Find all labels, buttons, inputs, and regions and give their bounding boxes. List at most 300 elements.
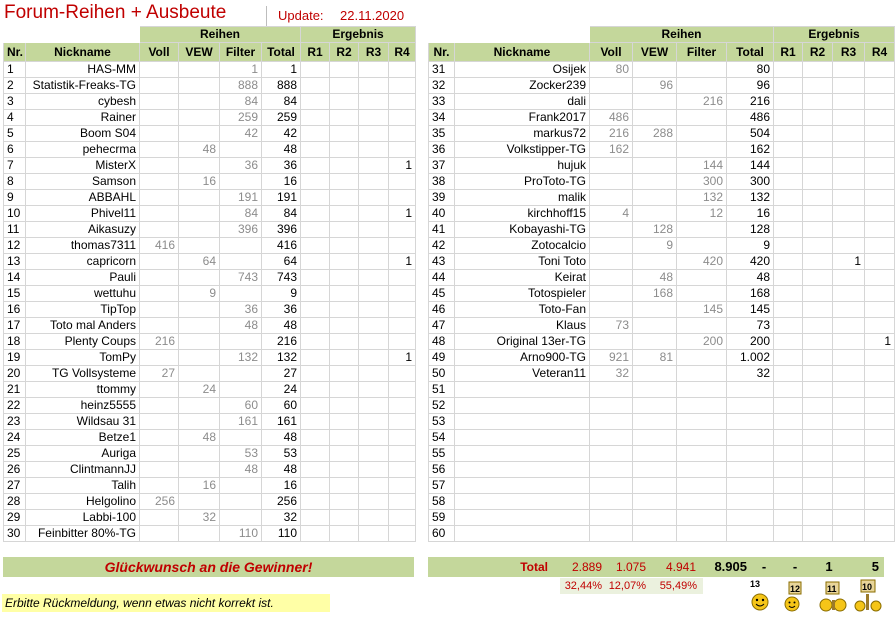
cell-r4	[389, 462, 416, 478]
table-row	[4, 478, 416, 494]
cell-total: 1.002	[727, 350, 774, 366]
smiley-10-icon	[855, 580, 881, 611]
cell-r3	[833, 62, 865, 78]
cell-r4	[865, 270, 895, 286]
cell-r3	[359, 78, 389, 94]
cell-r4	[389, 190, 416, 206]
cell-nickname	[455, 398, 590, 414]
cell-r4	[865, 78, 895, 94]
cell-r1	[774, 494, 803, 510]
cell-nr: 33	[429, 94, 455, 110]
cell-r4: 1	[389, 350, 416, 366]
cell-vew	[179, 350, 220, 366]
cell-r1	[774, 270, 803, 286]
cell-filter: 110	[220, 526, 262, 542]
cell-r2	[330, 190, 359, 206]
cell-voll: 73	[590, 318, 633, 334]
cell-nickname	[455, 526, 590, 542]
cell-r1	[774, 526, 803, 542]
cell-voll	[140, 62, 179, 78]
cell-r2	[803, 334, 833, 350]
cell-voll: 80	[590, 62, 633, 78]
column-header-nickname: Nickname	[455, 43, 590, 62]
cell-nr: 34	[429, 110, 455, 126]
cell-filter	[677, 110, 727, 126]
cell-r4	[389, 414, 416, 430]
table-row	[429, 382, 895, 398]
cell-total: 48	[262, 142, 301, 158]
cell-total: 216	[727, 94, 774, 110]
cell-voll: 4	[590, 206, 633, 222]
cell-total: 53	[262, 446, 301, 462]
cell-filter	[220, 366, 262, 382]
cell-r2	[803, 526, 833, 542]
table-row	[4, 334, 416, 350]
cell-nickname: Boom S04	[26, 126, 140, 142]
cell-r3	[833, 430, 865, 446]
cell-total	[727, 510, 774, 526]
cell-voll	[140, 254, 179, 270]
cell-r2	[330, 414, 359, 430]
cell-nickname: malik	[455, 190, 590, 206]
cell-nr: 20	[4, 366, 26, 382]
cell-nr: 25	[4, 446, 26, 462]
cell-nickname: capricorn	[26, 254, 140, 270]
cell-total	[727, 494, 774, 510]
cell-vew	[179, 398, 220, 414]
cell-r1	[774, 398, 803, 414]
column-header-nickname: Nickname	[26, 43, 140, 62]
cell-r2	[330, 142, 359, 158]
cell-nickname: kirchhoff15	[455, 206, 590, 222]
cell-r3	[833, 414, 865, 430]
cell-r1	[301, 110, 330, 126]
table-row	[4, 398, 416, 414]
cell-r1	[301, 366, 330, 382]
cell-filter	[677, 478, 727, 494]
cell-nr: 1	[4, 62, 26, 78]
cell-nr: 27	[4, 478, 26, 494]
header-spacer	[429, 27, 455, 43]
cell-vew	[633, 254, 677, 270]
cell-vew	[633, 142, 677, 158]
percentage-bar	[560, 578, 703, 594]
cell-r4	[865, 142, 895, 158]
cell-nickname: Kobayashi-TG	[455, 222, 590, 238]
cell-filter: 1	[220, 62, 262, 78]
cell-r3	[833, 382, 865, 398]
column-header-vew: VEW	[633, 43, 677, 62]
column-header-total: Total	[262, 43, 301, 62]
cell-r3	[833, 270, 865, 286]
cell-total: 486	[727, 110, 774, 126]
cell-r3	[359, 270, 389, 286]
cell-r2	[330, 430, 359, 446]
cell-filter	[677, 462, 727, 478]
cell-total	[727, 382, 774, 398]
cell-r4	[865, 126, 895, 142]
table-row	[429, 494, 895, 510]
cell-filter	[677, 430, 727, 446]
cell-voll	[140, 478, 179, 494]
cell-r2	[803, 430, 833, 446]
cell-r2	[803, 254, 833, 270]
cell-r1	[774, 190, 803, 206]
table-row	[429, 478, 895, 494]
cell-nr: 13	[4, 254, 26, 270]
table-row	[429, 94, 895, 110]
table-row	[4, 270, 416, 286]
svg-text:13: 13	[750, 579, 761, 589]
cell-r1	[301, 62, 330, 78]
cell-nr: 40	[429, 206, 455, 222]
table-row	[429, 446, 895, 462]
cell-r4	[389, 286, 416, 302]
table-row	[429, 206, 895, 222]
cell-vew	[179, 238, 220, 254]
cell-r4	[389, 510, 416, 526]
cell-total: 200	[727, 334, 774, 350]
cell-nr: 16	[4, 302, 26, 318]
cell-r2	[330, 222, 359, 238]
cell-r4	[865, 62, 895, 78]
cell-total: 36	[262, 158, 301, 174]
cell-r1	[774, 462, 803, 478]
update-date: 22.11.2020	[340, 8, 405, 23]
cell-filter: 300	[677, 174, 727, 190]
cell-voll: 27	[140, 366, 179, 382]
cell-r4	[865, 238, 895, 254]
cell-total: 144	[727, 158, 774, 174]
cell-filter	[677, 510, 727, 526]
cell-vew	[179, 94, 220, 110]
cell-nr: 37	[429, 158, 455, 174]
cell-vew: 288	[633, 126, 677, 142]
cell-r3	[359, 414, 389, 430]
table-row	[4, 78, 416, 94]
table-row	[429, 318, 895, 334]
cell-total: 191	[262, 190, 301, 206]
cell-r4	[865, 446, 895, 462]
cell-nr: 17	[4, 318, 26, 334]
cell-r3	[359, 174, 389, 190]
cell-r4	[865, 302, 895, 318]
cell-filter: 200	[677, 334, 727, 350]
cell-total	[727, 446, 774, 462]
cell-voll	[590, 446, 633, 462]
cell-r2	[330, 382, 359, 398]
cell-r4	[865, 206, 895, 222]
cell-r1	[301, 478, 330, 494]
cell-r3	[359, 62, 389, 78]
column-header-nr: Nr.	[4, 43, 26, 62]
svg-text:10: 10	[862, 582, 873, 592]
page-title: Forum-Reihen + Ausbeute	[4, 2, 227, 23]
cell-nickname: Toto-Fan	[455, 302, 590, 318]
svg-text:12: 12	[790, 584, 801, 594]
table-row	[429, 414, 895, 430]
table-row	[4, 94, 416, 110]
cell-nr: 56	[429, 462, 455, 478]
cell-r1	[301, 78, 330, 94]
cell-r4	[389, 238, 416, 254]
cell-nickname: wettuhu	[26, 286, 140, 302]
total-voll: 2.889	[571, 560, 602, 574]
cell-nickname: Original 13er-TG	[455, 334, 590, 350]
cell-voll	[140, 382, 179, 398]
cell-nickname	[455, 462, 590, 478]
cell-voll	[590, 78, 633, 94]
cell-nickname: Volkstipper-TG	[455, 142, 590, 158]
cell-nr: 26	[4, 462, 26, 478]
cell-total: 80	[727, 62, 774, 78]
cell-r1	[301, 414, 330, 430]
cell-r4: 1	[389, 206, 416, 222]
cell-r4	[389, 430, 416, 446]
cell-vew	[179, 190, 220, 206]
cell-r1	[301, 318, 330, 334]
smiley-12-icon	[785, 582, 801, 611]
cell-voll	[590, 286, 633, 302]
cell-total: 32	[727, 366, 774, 382]
cell-nickname: TomPy	[26, 350, 140, 366]
cell-voll	[140, 430, 179, 446]
cell-r3	[833, 494, 865, 510]
cell-r2	[803, 446, 833, 462]
cell-filter: 743	[220, 270, 262, 286]
cell-voll: 256	[140, 494, 179, 510]
cell-r4	[865, 254, 895, 270]
cell-filter: 259	[220, 110, 262, 126]
cell-vew	[179, 222, 220, 238]
cell-r1	[301, 270, 330, 286]
cell-r2	[803, 414, 833, 430]
cell-r2	[330, 510, 359, 526]
cell-filter	[677, 222, 727, 238]
cell-nr: 35	[429, 126, 455, 142]
cell-r1	[301, 510, 330, 526]
cell-nickname: dali	[455, 94, 590, 110]
cell-r1	[301, 526, 330, 542]
cell-nickname: Wildsau 31	[26, 414, 140, 430]
cell-r2	[803, 478, 833, 494]
table-row	[429, 366, 895, 382]
cell-r4	[389, 222, 416, 238]
cell-r3	[833, 158, 865, 174]
cell-r4	[865, 462, 895, 478]
cell-r2	[803, 366, 833, 382]
total-vew: 1.075	[615, 560, 646, 574]
cell-vew	[179, 158, 220, 174]
cell-nr: 6	[4, 142, 26, 158]
cell-voll	[140, 222, 179, 238]
cell-r3	[833, 142, 865, 158]
cell-voll	[590, 190, 633, 206]
cell-nickname: Arno900-TG	[455, 350, 590, 366]
cell-nr: 7	[4, 158, 26, 174]
cell-nickname: Phivel11	[26, 206, 140, 222]
cell-vew	[633, 382, 677, 398]
cell-nr: 29	[4, 510, 26, 526]
cell-r3	[359, 398, 389, 414]
cell-total: 396	[262, 222, 301, 238]
cell-vew	[179, 62, 220, 78]
cell-r2	[330, 462, 359, 478]
cell-filter	[220, 382, 262, 398]
cell-r3	[359, 510, 389, 526]
cell-r2	[330, 94, 359, 110]
cell-nr: 15	[4, 286, 26, 302]
cell-filter: 132	[677, 190, 727, 206]
title-divider	[266, 6, 267, 26]
cell-nickname: markus72	[455, 126, 590, 142]
table-row	[4, 286, 416, 302]
cell-r3	[359, 382, 389, 398]
column-header-r3: R3	[359, 43, 389, 62]
cell-voll	[140, 270, 179, 286]
cell-filter: 145	[677, 302, 727, 318]
cell-r2	[803, 126, 833, 142]
cell-voll	[140, 302, 179, 318]
cell-r1	[774, 446, 803, 462]
cell-r3	[359, 222, 389, 238]
cell-r2	[330, 350, 359, 366]
cell-nr: 59	[429, 510, 455, 526]
cell-nickname	[455, 382, 590, 398]
cell-vew	[179, 414, 220, 430]
cell-r3	[359, 430, 389, 446]
cell-nickname: Auriga	[26, 446, 140, 462]
cell-nickname: ttommy	[26, 382, 140, 398]
cell-nickname	[455, 446, 590, 462]
header-spacer	[26, 27, 140, 43]
cell-filter	[677, 270, 727, 286]
cell-filter	[677, 286, 727, 302]
cell-filter: 144	[677, 158, 727, 174]
cell-filter: 420	[677, 254, 727, 270]
cell-vew	[179, 526, 220, 542]
cell-total: 16	[262, 478, 301, 494]
cell-r4	[865, 350, 895, 366]
cell-r3	[359, 526, 389, 542]
cell-filter	[220, 478, 262, 494]
cell-nickname	[455, 414, 590, 430]
cell-r2	[803, 382, 833, 398]
column-header-r4: R4	[389, 43, 416, 62]
cell-voll	[590, 414, 633, 430]
cell-r2	[330, 334, 359, 350]
cell-filter	[220, 238, 262, 254]
cell-r4	[865, 382, 895, 398]
cell-r3	[833, 318, 865, 334]
cell-vew	[633, 414, 677, 430]
cell-nickname: cybesh	[26, 94, 140, 110]
pct-filter: 55,49%	[659, 580, 697, 592]
cell-filter: 60	[220, 398, 262, 414]
cell-filter	[220, 334, 262, 350]
cell-r2	[803, 190, 833, 206]
cell-total	[727, 414, 774, 430]
cell-nickname: Helgolino	[26, 494, 140, 510]
cell-voll	[590, 158, 633, 174]
cell-vew	[633, 94, 677, 110]
cell-r1	[301, 222, 330, 238]
cell-total: 84	[262, 206, 301, 222]
table-row	[429, 158, 895, 174]
cell-nickname: heinz5555	[26, 398, 140, 414]
cell-total: 128	[727, 222, 774, 238]
cell-r1	[774, 382, 803, 398]
cell-r4	[865, 526, 895, 542]
cell-r4	[865, 430, 895, 446]
table-row	[4, 414, 416, 430]
cell-r2	[330, 446, 359, 462]
table-row	[4, 142, 416, 158]
cell-voll	[590, 494, 633, 510]
cell-voll	[590, 270, 633, 286]
cell-vew	[179, 494, 220, 510]
cell-filter: 48	[220, 462, 262, 478]
cell-r3	[359, 158, 389, 174]
cell-vew	[633, 318, 677, 334]
cell-total: 84	[262, 94, 301, 110]
cell-nr: 39	[429, 190, 455, 206]
cell-r4	[865, 190, 895, 206]
table-row	[4, 302, 416, 318]
cell-filter: 53	[220, 446, 262, 462]
cell-r3	[359, 494, 389, 510]
cell-vew	[179, 334, 220, 350]
cell-r1	[774, 78, 803, 94]
cell-voll	[590, 174, 633, 190]
results-table-right	[428, 26, 895, 542]
table-row	[4, 494, 416, 510]
cell-r2	[803, 318, 833, 334]
cell-r2	[803, 78, 833, 94]
table-row	[429, 174, 895, 190]
total-total: 8.905	[714, 559, 747, 574]
table-row	[4, 206, 416, 222]
cell-r3	[359, 286, 389, 302]
column-header-r3: R3	[833, 43, 865, 62]
cell-filter	[677, 382, 727, 398]
cell-filter	[677, 78, 727, 94]
cell-r2	[330, 238, 359, 254]
cell-r4	[389, 142, 416, 158]
cell-nr: 19	[4, 350, 26, 366]
cell-voll: 216	[590, 126, 633, 142]
cell-total: 42	[262, 126, 301, 142]
cell-nr: 49	[429, 350, 455, 366]
cell-nr: 23	[4, 414, 26, 430]
cell-nr: 8	[4, 174, 26, 190]
table-row	[429, 510, 895, 526]
cell-total	[727, 478, 774, 494]
cell-filter	[220, 510, 262, 526]
cell-r3	[359, 238, 389, 254]
cell-r4: 1	[389, 254, 416, 270]
cell-total: 73	[727, 318, 774, 334]
cell-r3	[833, 334, 865, 350]
cell-nr: 32	[429, 78, 455, 94]
cell-nr: 21	[4, 382, 26, 398]
group-header-ergebnis: Ergebnis	[774, 27, 895, 43]
cell-vew	[179, 446, 220, 462]
cell-r2	[803, 270, 833, 286]
table-row	[4, 350, 416, 366]
column-header-vew: VEW	[179, 43, 220, 62]
cell-filter: 396	[220, 222, 262, 238]
